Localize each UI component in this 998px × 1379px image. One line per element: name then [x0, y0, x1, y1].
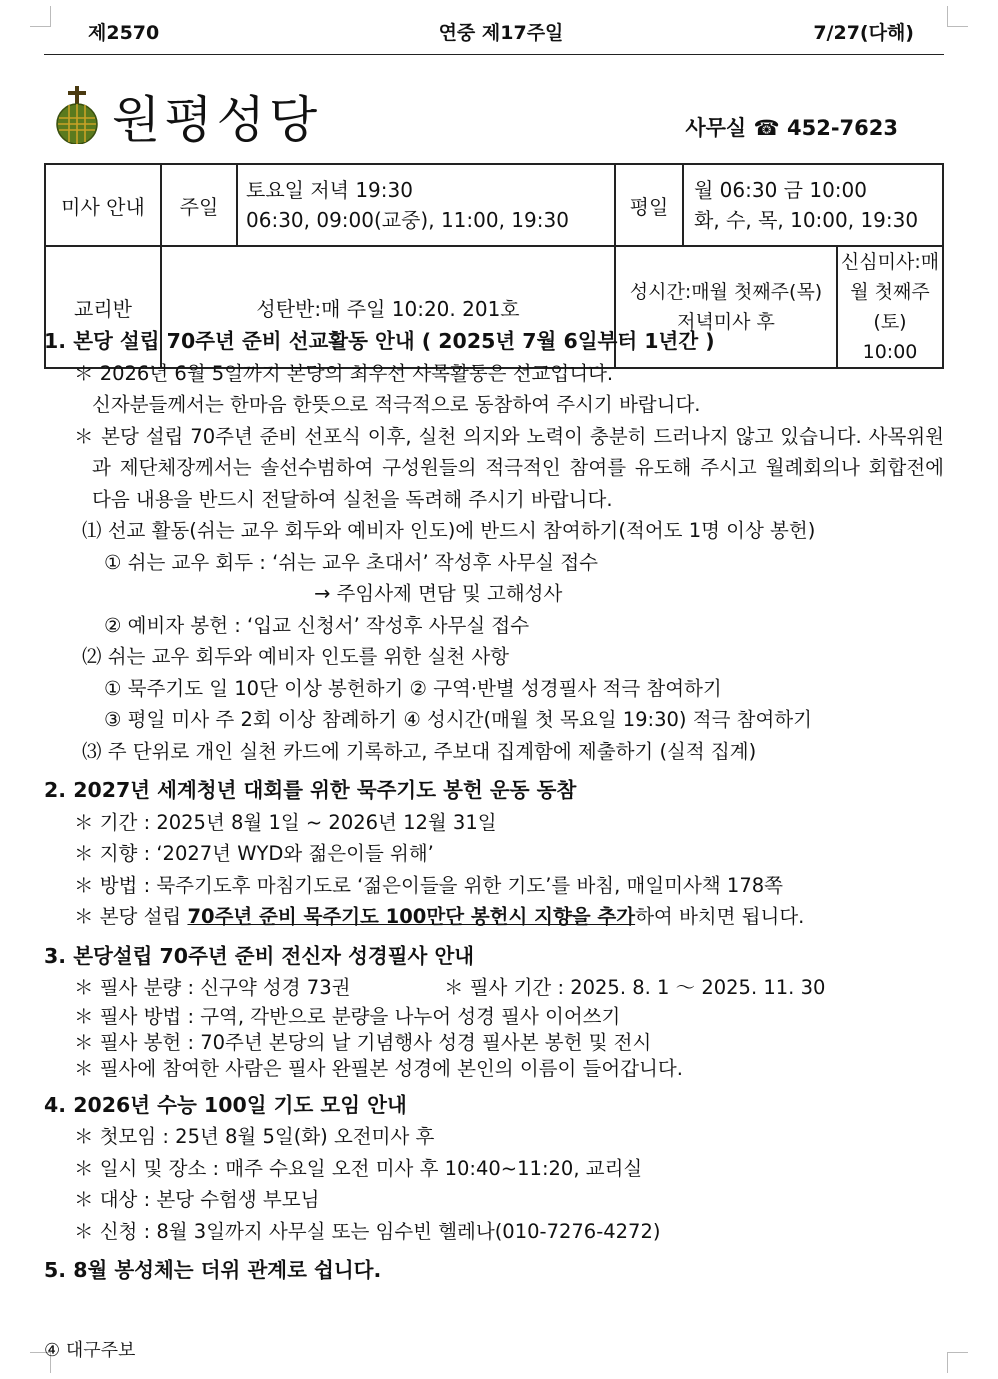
header-rule: [44, 54, 944, 55]
text-span: ＊ 필사 기간 : 2025. 8. 1 ～ 2025. 11. 30: [444, 976, 826, 999]
phone-icon: ☎: [753, 116, 780, 140]
bullet-item: ＊ 2026년 6월 5일까지 본당의 최우선 사목활동은 선교입니다.: [74, 361, 614, 385]
bullet-item: [44, 901, 944, 933]
sub-item: ① 묵주기도 일 10단 이상 봉헌하기 ② 구역·반별 성경필사 적극 참여하기: [104, 676, 722, 700]
bulletin-header: [88, 18, 914, 48]
mass-label: 미사 안내: [45, 164, 161, 246]
holy-hour-line: 저녁미사 후: [677, 311, 775, 333]
text-span: ＊ 필사 분량 : 신구약 성경 73권: [74, 976, 351, 999]
weekday-line: 월 06:30 금 10:00: [694, 178, 867, 202]
bullet-item: ＊ 필사에 참여한 사람은 필사 완필본 성경에 본인의 이름이 들어갑니다.: [74, 1056, 683, 1080]
crop-mark: [947, 6, 968, 27]
bullet-item: ＊ 필사 봉헌 : 70주년 본당의 날 기념행사 성경 필사본 봉헌 및 전시: [74, 1030, 652, 1054]
sub-item: ⑶ 주 단위로 개인 실천 카드에 기록하고, 주보대 집계함에 제출하기 (실적 집계): [82, 739, 757, 763]
bullet-item: ＊ 필사 방법 : 구역, 각반으로 분량을 나누어 성경 필사 이어쓰기: [74, 1004, 621, 1028]
bullet-item: ＊ 지향 : ‘2027년 WYD와 젊은이들 위해’: [74, 842, 434, 865]
issue-number: 제2570: [88, 22, 160, 44]
bullet-item: ＊ 본당 설립 70주년 준비 선포식 이후, 실천 의지와 노력이 충분히 드러나지 않고 있습니다. 사목위원과 제단체장께서는 솔선수범하여 구성원들의 적극적인 참여를 유도해 주시고 월례회의나 회합전에 다음 내용을 반드시 전달하여 실천을 독려해 주시기 바랍니다.: [74, 424, 944, 511]
bullet-item: ＊ 기간 : 2025년 8월 1일 ~ 2026년 12월 31일: [74, 810, 497, 834]
weekday-line: 화, 수, 목, 10:00, 19:30: [694, 208, 919, 232]
sub-item: ② 예비자 봉헌 : ‘입교 신청서’ 작성후 사무실 접수: [104, 613, 530, 637]
sub-item: ① 쉬는 교우 회두 : ‘쉬는 교우 초대서’ 작성후 사무실 접수: [104, 550, 599, 574]
bullet-item: ＊ 첫모임 : 25년 8월 5일(화) 오전미사 후: [74, 1125, 435, 1148]
holy-hour-line: 성시간:매월 첫째주(목): [629, 281, 823, 303]
sacred-heart-line: 10:00: [862, 341, 918, 363]
sunday-line: 토요일 저녁 19:30: [246, 178, 413, 202]
bullet-item: ＊ 일시 및 장소 : 매주 수요일 오전 미사 후 10:40~11:20, 교리실: [74, 1156, 643, 1180]
bullet-item: ＊ 대상 : 본당 수험생 부모님: [74, 1188, 320, 1211]
office-contact: [685, 112, 898, 142]
sub-item: → 주임사제 면담 및 고해성사: [314, 582, 563, 605]
sunday-line: 06:30, 09:00(교중), 11:00, 19:30: [246, 208, 569, 232]
section-title: 1. 본당 설립 70주년 준비 선교활동 안내 ( 2025년 7월 6일부터 1년간 ): [44, 329, 715, 353]
bullet-item: ＊ 신청 : 8월 3일까지 사무실 또는 임수빈 헬레나(010-7276-4272): [74, 1219, 661, 1243]
text-span: 하여 바치면 됩니다.: [635, 905, 805, 928]
sub-item: ⑴ 선교 활동(쉬는 교우 회두와 예비자 인도)에 반드시 참여하기(적어도 1명 이상 봉헌): [82, 519, 816, 542]
section-title: 4. 2026년 수능 100일 기도 모임 안내: [44, 1092, 407, 1117]
sacred-heart-line: 신심미사:매월 첫째주(토): [840, 251, 940, 333]
crop-mark: [947, 1352, 968, 1373]
text-span: ＊ 본당 설립: [74, 905, 188, 928]
weekday-label: 평일: [615, 164, 683, 246]
section-title: 5. 8월 봉성체는 더위 관계로 쉽니다.: [44, 1258, 382, 1282]
sunday-label: 주일: [161, 164, 237, 246]
office-label: 사무실: [685, 116, 747, 140]
bulletin-date: 7/27(다해): [813, 22, 914, 44]
bullet-item: 신자분들께서는 한마음 한뜻으로 적극적으로 동참하여 주시기 바랍니다.: [92, 393, 701, 416]
bulletin-body: [44, 326, 944, 1287]
section-title: 2. 2027년 세계청년 대회를 위한 묵주기도 봉헌 운동 동참: [44, 778, 577, 802]
bullet-item: ＊ 방법 : 묵주기도후 마침기도로 ‘젊은이들을 위한 기도’를 바침, 매일미사책 178쪽: [74, 873, 783, 897]
catechism-label: 교리반: [45, 246, 161, 368]
underlined-text: 70주년 준비 묵주기도 100만단 봉헌시 지향을 추가: [187, 905, 636, 928]
church-cross-icon: [52, 86, 102, 144]
catechism-value: 성탄반:매 주일 10:20. 201호: [161, 246, 615, 368]
sub-item: ⑵ 쉬는 교우 회두와 예비자 인도를 위한 실천 사항: [82, 645, 509, 668]
parish-name: 원평성당: [112, 91, 322, 149]
sunday-times: [237, 164, 615, 246]
footer-source: ④ 대구주보: [44, 1340, 136, 1361]
office-phone: 452-7623: [787, 116, 898, 140]
sub-item: ③ 평일 미사 주 2회 이상 참례하기 ④ 성시간(매월 첫 목요일 19:30) 적극 참여하기: [104, 708, 812, 731]
liturgical-week: 연중 제17주일: [438, 22, 564, 44]
weekday-times: [683, 164, 943, 246]
crop-mark: [30, 6, 51, 27]
section-title: 3. 본당설립 70주년 준비 전신자 성경필사 안내: [44, 943, 475, 968]
bullet-item: [44, 972, 944, 1004]
